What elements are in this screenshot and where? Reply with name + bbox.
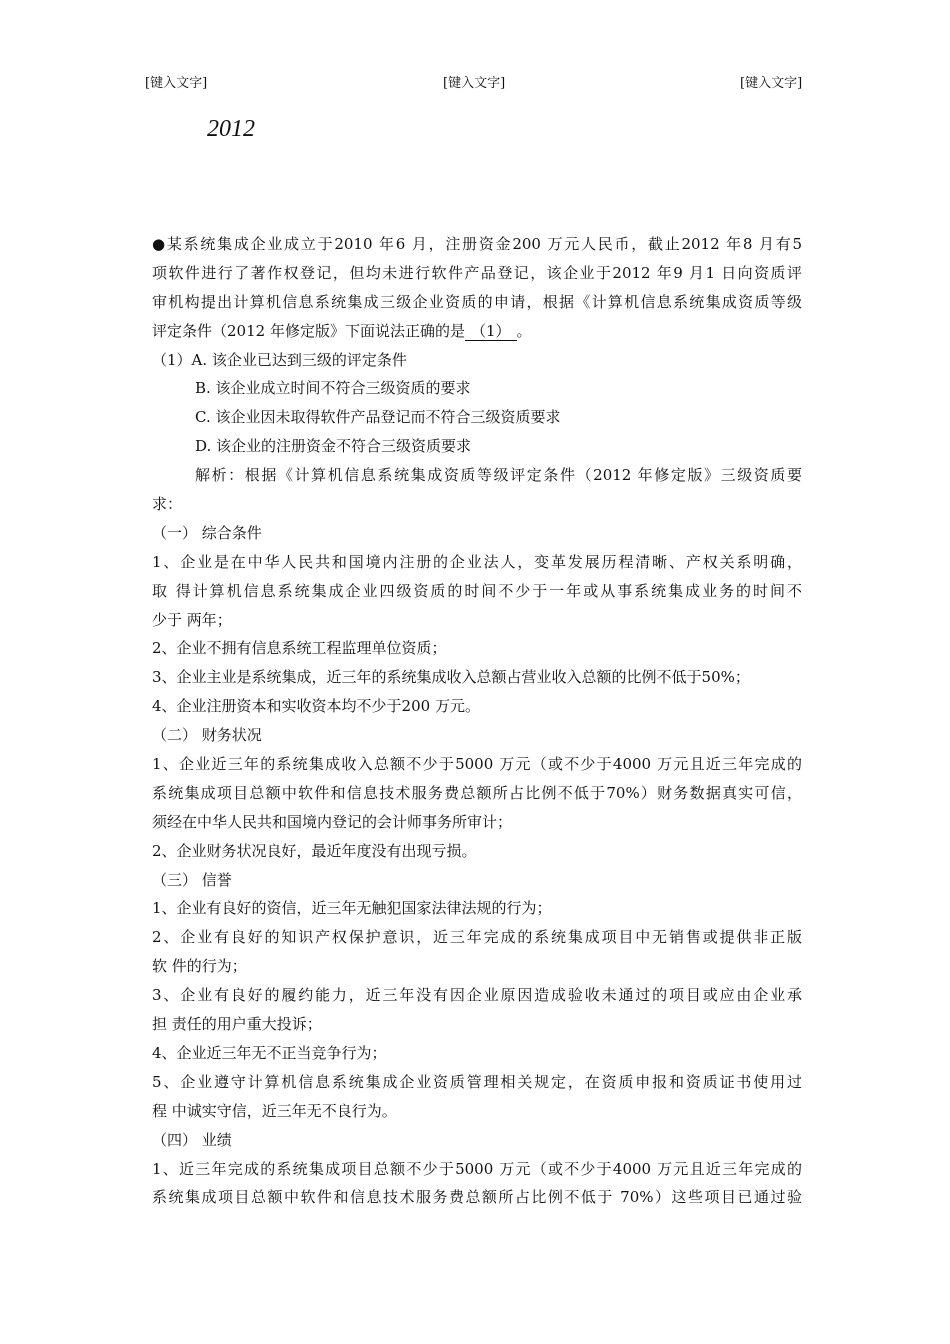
option-a: （1）A. 该企业已达到三级的评定条件 — [152, 350, 407, 369]
item-line: 5、企业遵守计算机信息系统集成企业资质管理相关规定，在资质申报和资质证书使用过 — [152, 1072, 802, 1091]
question-period: 。 — [516, 321, 532, 340]
section-heading: （一） 综合条件 — [152, 523, 262, 542]
question-last-line-text: 评定条件（2012 年修定版》下面说法正确的是 — [152, 321, 465, 340]
document-body — [152, 230, 802, 1212]
question-line: 项软件进行了著作权登记，但均未进行软件产品登记，该企业于2012 年9 月1 日向资质评 — [152, 263, 802, 282]
options-block — [152, 346, 802, 462]
section-financial-status — [152, 721, 802, 865]
document-year: 2012 — [207, 116, 255, 142]
item-line: 2、企业不拥有信息系统工程监理单位资质； — [152, 639, 447, 658]
item-line: 2、企业有良好的知识产权保护意识，近三年完成的系统集成项目中无销售或提供非正版 — [152, 928, 802, 947]
section-heading: （四） 业绩 — [152, 1130, 232, 1149]
option-b: B. 该企业成立时间不符合三级资质的要求 — [195, 379, 471, 398]
section-heading: （二） 财务状况 — [152, 726, 262, 745]
item-line: 1、近三年完成的系统集成项目总额不少于5000 万元（或不少于4000 万元且近三年完成的 — [152, 1159, 802, 1178]
section-heading: （三） 信誉 — [152, 870, 232, 889]
item-line: 软 件的行为； — [152, 957, 247, 976]
item-line: 1、企业近三年的系统集成收入总额不少于5000 万元（或不少于4000 万元且近三年完成的 — [152, 755, 802, 774]
header-center-placeholder: [键入文字] — [443, 76, 506, 91]
item-line: 系统集成项目总额中软件和信息技术服务费总额所占比例不低于70%）财务数据真实可信， — [152, 783, 802, 802]
item-line: 须经在中华人民共和国境内登记的会计师事务所审计； — [152, 812, 513, 831]
item-line: 少于 两年； — [152, 610, 232, 629]
header-left-placeholder: [键入文字] — [145, 76, 208, 91]
analysis-line: 解析：根据《计算机信息系统集成资质等级评定条件（2012 年修定版》三级资质要 — [195, 466, 802, 485]
section-reputation — [152, 866, 802, 1126]
option-c: C. 该企业因未取得软件产品登记而不符合三级资质要求 — [195, 408, 561, 427]
option-d: D. 该企业的注册资金不符合三级资质要求 — [195, 437, 472, 456]
analysis-line: 求： — [152, 495, 183, 514]
item-line: 1、企业是在中华人民共和国境内注册的企业法人，变革发展历程清晰、产权关系明确， — [152, 552, 802, 571]
item-line: 4、企业近三年无不正当竞争行为； — [152, 1043, 387, 1062]
analysis-block — [152, 461, 802, 519]
item-line: 1、企业有良好的资信，近三年无触犯国家法律法规的行为； — [152, 899, 552, 918]
question-line: ●某系统集成企业成立于2010 年6 月，注册资金200 万元人民币，截止2012 年8 月有5 — [152, 235, 802, 253]
item-line: 系统集成项目总额中软件和信息技术服务费总额所占比例不低于 70%）这些项目已通过验 — [152, 1188, 802, 1207]
item-line: 担 责任的用户重大投诉； — [152, 1015, 322, 1034]
section-performance — [152, 1126, 802, 1213]
question-line: 审机构提出计算机信息系统集成三级企业资质的申请，根据《计算机信息系统集成资质等级 — [152, 292, 802, 311]
question-last-line — [152, 317, 802, 346]
item-line: 2、企业财务状况良好，最近年度没有出现亏损。 — [152, 841, 477, 860]
answer-blank: （1） — [465, 322, 517, 341]
item-line: 程 中诚实守信，近三年无不良行为。 — [152, 1101, 397, 1120]
question-block — [152, 230, 802, 346]
item-line: 3、企业主业是系统集成，近三年的系统集成收入总额占营业收入总额的比例不低于50%； — [152, 668, 750, 687]
item-line: 取 得计算机信息系统集成企业四级资质的时间不少于一年或从事系统集成业务的时间不 — [152, 581, 802, 600]
item-line: 4、企业注册资本和实收资本均不少于200 万元。 — [152, 697, 480, 716]
section-general-conditions — [152, 519, 802, 721]
item-line: 3、企业有良好的履约能力，近三年没有因企业原因造成验收未通过的项目或应由企业承 — [152, 986, 802, 1005]
header-right-placeholder: [键入文字] — [740, 76, 803, 91]
